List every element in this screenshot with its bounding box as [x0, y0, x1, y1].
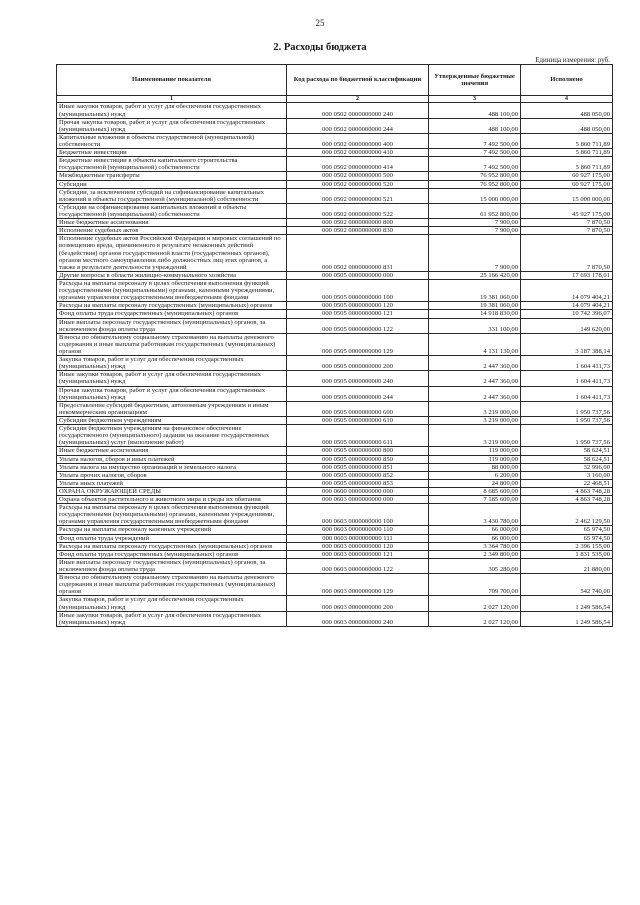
row-approved-cell: 66 000,00: [429, 526, 521, 534]
row-approved-cell: 2 027 120,00: [429, 596, 521, 611]
row-name-cell: Иные закупки товаров, работ и услуг для обеспечения государственных (муниципальных) нужд: [57, 371, 287, 386]
row-approved-cell: 2 349 800,00: [429, 550, 521, 558]
table-row: [57, 219, 613, 227]
table-row: [57, 455, 613, 463]
table-row: [57, 371, 613, 386]
header-indicator-name: Наименование показателя: [57, 65, 287, 96]
row-code-cell: 000 0505 0000000000 100: [287, 279, 429, 301]
table-row: [57, 447, 613, 455]
row-name-cell: Прочая закупка товаров, работ и услуг для обеспечения государственных (муниципальных) нужд: [57, 386, 287, 401]
table-row: [57, 302, 613, 310]
row-approved-cell: 331 100,00: [429, 318, 521, 333]
header-executed: Исполнено: [521, 65, 613, 96]
row-code-cell: 000 0502 0000000000 410: [287, 149, 429, 157]
row-approved-cell: 4 131 130,00: [429, 333, 521, 355]
table-row: [57, 596, 613, 611]
row-approved-cell: 66 000,00: [429, 534, 521, 542]
row-executed-cell: 14 079 404,21: [521, 279, 613, 301]
row-executed-cell: 7 870,50: [521, 219, 613, 227]
row-approved-cell: 88 000,00: [429, 463, 521, 471]
row-name-cell: Взносы по обязательному социальному страхованию на выплаты денежного содержания и иные выплаты работникам государственных (муниципальных) органов: [57, 333, 287, 355]
row-executed-cell: 1 831 535,00: [521, 550, 613, 558]
row-name-cell: Капитальные вложения в объекты государственной (муниципальной) собственности: [57, 133, 287, 148]
row-code-cell: 000 0505 0000000000 610: [287, 416, 429, 424]
row-approved-cell: 14 918 830,00: [429, 310, 521, 318]
row-executed-cell: 4 863 748,28: [521, 496, 613, 504]
row-code-cell: 000 0603 0000000000 120: [287, 542, 429, 550]
row-code-cell: 000 0502 0000000000 521: [287, 188, 429, 203]
row-code-cell: 000 0505 0000000000 244: [287, 386, 429, 401]
table-row: [57, 149, 613, 157]
row-approved-cell: 2 447 360,00: [429, 386, 521, 401]
unit-label: Единица измерения: руб.: [535, 56, 610, 64]
row-name-cell: Фонд оплаты труда государственных (муниципальных) органов: [57, 310, 287, 318]
row-executed-cell: 5 860 711,89: [521, 133, 613, 148]
row-code-cell: 000 0505 0000000000 851: [287, 463, 429, 471]
row-name-cell: Иные выплаты персоналу государственных (муниципальных) органов, за исключением фонда оплаты труда: [57, 558, 287, 573]
row-executed-cell: 1 604 411,73: [521, 386, 613, 401]
row-approved-cell: 305 280,00: [429, 558, 521, 573]
row-name-cell: Фонд оплаты труда учреждений: [57, 534, 287, 542]
row-executed-cell: 1 604 411,73: [521, 356, 613, 371]
row-name-cell: Уплата налога на имущество организаций и земельного налога: [57, 463, 287, 471]
table-row: [57, 534, 613, 542]
row-code-cell: 000 0505 0000000000 800: [287, 447, 429, 455]
row-code-cell: 000 0502 0000000000 240: [287, 103, 429, 118]
row-name-cell: Межбюджетные трансферты: [57, 172, 287, 180]
table-row: [57, 227, 613, 235]
row-executed-cell: 60 927 175,00: [521, 180, 613, 188]
row-approved-cell: 7 492 500,00: [429, 157, 521, 172]
row-approved-cell: 8 685 600,00: [429, 487, 521, 495]
table-row: [57, 172, 613, 180]
row-executed-cell: 149 620,00: [521, 318, 613, 333]
table-row: [57, 526, 613, 534]
row-executed-cell: 1 249 586,54: [521, 611, 613, 626]
table-row: [57, 496, 613, 504]
table-row: [57, 479, 613, 487]
row-executed-cell: 488 050,00: [521, 103, 613, 118]
row-executed-cell: 542 740,00: [521, 574, 613, 596]
row-approved-cell: 3 219 000,00: [429, 401, 521, 416]
row-code-cell: 000 0505 0000000000 122: [287, 318, 429, 333]
table-row: [57, 550, 613, 558]
row-name-cell: Взносы по обязательному социальному страхованию на выплаты денежного содержания и иные выплаты работникам государственных (муниципальных) органов: [57, 574, 287, 596]
table-row: [57, 180, 613, 188]
row-code-cell: 000 0505 0000000000 129: [287, 333, 429, 355]
row-code-cell: 000 0502 0000000000 520: [287, 180, 429, 188]
row-executed-cell: 3 187 388,14: [521, 333, 613, 355]
table-row: [57, 118, 613, 133]
row-name-cell: Расходы на выплаты персоналу в целях обеспечения выполнения функций государственными (муниципальными) органами, казенными учреждениями, органами управления государственными внебюджетными фондами: [57, 504, 287, 526]
table-row: [57, 416, 613, 424]
row-name-cell: Расходы на выплаты персоналу государственных (муниципальных) органов: [57, 302, 287, 310]
row-code-cell: 000 0505 0000000000 852: [287, 471, 429, 479]
row-approved-cell: 2 027 120,00: [429, 611, 521, 626]
row-name-cell: Прочая закупка товаров, работ и услуг для обеспечения государственных (муниципальных) нужд: [57, 118, 287, 133]
row-name-cell: Охрана объектов растительного и животного мира и среды их обитания: [57, 496, 287, 504]
row-executed-cell: 22 468,51: [521, 479, 613, 487]
row-name-cell: Бюджетные инвестиции в объекты капитального строительства государственной (муниципальной) собственности: [57, 157, 287, 172]
row-executed-cell: 7 870,50: [521, 235, 613, 272]
row-executed-cell: 15 000 000,00: [521, 188, 613, 203]
row-executed-cell: 4 863 748,28: [521, 487, 613, 495]
table-row: [57, 611, 613, 626]
table-row: [57, 574, 613, 596]
row-code-cell: 000 0600 0000000000 000: [287, 487, 429, 495]
row-name-cell: Исполнение судебных актов: [57, 227, 287, 235]
row-executed-cell: 60 927 175,00: [521, 172, 613, 180]
row-name-cell: Субсидии, за исключением субсидий на софинансирование капитальных вложений в объекты государственной (муниципальной) собственности: [57, 188, 287, 203]
row-name-cell: Уплата иных платежей: [57, 479, 287, 487]
header-approved: Утвержденные бюджетные значения: [429, 65, 521, 96]
row-name-cell: Закупка товаров, работ и услуг для обеспечения государственных (муниципальных) нужд: [57, 356, 287, 371]
row-approved-cell: 2 447 360,00: [429, 356, 521, 371]
row-executed-cell: 32 996,00: [521, 463, 613, 471]
row-code-cell: 000 0505 0000000000 120: [287, 302, 429, 310]
row-name-cell: Субсидии на софинансирование капитальных вложений в объекты государственной (муниципальной) собственности: [57, 203, 287, 218]
row-executed-cell: 1 950 737,56: [521, 416, 613, 424]
table-row: [57, 386, 613, 401]
row-approved-cell: 488 100,00: [429, 103, 521, 118]
header-classification-code: Код расхода по бюджетной классификации: [287, 65, 429, 96]
row-executed-cell: 3 160,00: [521, 471, 613, 479]
row-approved-cell: 7 900,00: [429, 219, 521, 227]
row-executed-cell: 45 927 175,00: [521, 203, 613, 218]
row-name-cell: Другие вопросы в области жилищно-коммунального хозяйства: [57, 271, 287, 279]
table-row: [57, 558, 613, 573]
table-row: [57, 463, 613, 471]
row-executed-cell: 1 950 737,56: [521, 401, 613, 416]
table-row: [57, 356, 613, 371]
row-approved-cell: 76 952 800,00: [429, 172, 521, 180]
row-code-cell: 000 0505 0000000000 240: [287, 371, 429, 386]
row-approved-cell: 76 952 800,00: [429, 180, 521, 188]
row-approved-cell: 488 100,00: [429, 118, 521, 133]
column-number-row: [57, 96, 613, 103]
table-row: [57, 542, 613, 550]
row-name-cell: Закупка товаров, работ и услуг для обеспечения государственных (муниципальных) нужд: [57, 596, 287, 611]
row-name-cell: Расходы на выплаты персоналу в целях обеспечения выполнения функций государственными (муниципальными) органами, казенными учреждениями, органами управления государственными внебюджетными фондами: [57, 279, 287, 301]
row-code-cell: 000 0603 0000000000 240: [287, 611, 429, 626]
row-approved-cell: 61 952 800,00: [429, 203, 521, 218]
row-approved-cell: 7 492 500,00: [429, 149, 521, 157]
row-code-cell: 000 0603 0000000000 111: [287, 534, 429, 542]
table-row: [57, 271, 613, 279]
row-executed-cell: 2 396 155,00: [521, 542, 613, 550]
row-approved-cell: 19 381 060,00: [429, 279, 521, 301]
row-name-cell: Иные бюджетные ассигнования: [57, 219, 287, 227]
row-name-cell: Субсидии бюджетным учреждениям на финансовое обеспечение государственного (муниципального) задания на оказание государственных (муниципальных) услуг (выполнение работ): [57, 425, 287, 447]
row-name-cell: Расходы на выплаты персоналу казенных учреждений: [57, 526, 287, 534]
row-name-cell: Расходы на выплаты персоналу государственных (муниципальных) органов: [57, 542, 287, 550]
row-approved-cell: 3 364 780,00: [429, 542, 521, 550]
row-approved-cell: 3 219 000,00: [429, 416, 521, 424]
header-row: [57, 65, 613, 96]
row-code-cell: 000 0603 0000000000 129: [287, 574, 429, 596]
row-approved-cell: 7 900,00: [429, 227, 521, 235]
column-number: 4: [521, 96, 613, 103]
table-row: [57, 279, 613, 301]
row-code-cell: 000 0502 0000000000 244: [287, 118, 429, 133]
row-name-cell: Фонд оплаты труда государственных (муниципальных) органов: [57, 550, 287, 558]
column-number: 1: [57, 96, 287, 103]
row-code-cell: 000 0505 0000000000 200: [287, 356, 429, 371]
row-executed-cell: 1 950 737,56: [521, 425, 613, 447]
row-name-cell: Бюджетные инвестиции: [57, 149, 287, 157]
row-code-cell: 000 0502 0000000000 522: [287, 203, 429, 218]
row-code-cell: 000 0502 0000000000 800: [287, 219, 429, 227]
column-number: 2: [287, 96, 429, 103]
row-executed-cell: 58 624,51: [521, 455, 613, 463]
table-row: [57, 487, 613, 495]
row-name-cell: Уплата прочих налогов, сборов: [57, 471, 287, 479]
row-executed-cell: 1 604 411,73: [521, 371, 613, 386]
row-executed-cell: 2 462 129,50: [521, 504, 613, 526]
row-code-cell: 000 0502 0000000000 500: [287, 172, 429, 180]
row-executed-cell: 7 870,50: [521, 227, 613, 235]
row-approved-cell: 7 900,00: [429, 235, 521, 272]
row-name-cell: Иные закупки товаров, работ и услуг для обеспечения государственных (муниципальных) нужд: [57, 103, 287, 118]
row-approved-cell: 3 219 000,00: [429, 425, 521, 447]
page-number: 25: [315, 18, 325, 28]
row-name-cell: Иные бюджетные ассигнования: [57, 447, 287, 455]
row-name-cell: Субсидии: [57, 180, 287, 188]
table-row: [57, 188, 613, 203]
row-executed-cell: 1 249 586,54: [521, 596, 613, 611]
row-name-cell: Уплата налогов, сборов и иных платежей: [57, 455, 287, 463]
row-code-cell: 000 0502 0000000000 831: [287, 235, 429, 272]
row-code-cell: 000 0502 0000000000 414: [287, 157, 429, 172]
row-name-cell: Исполнение судебных актов Российской Федерации и мировых соглашений по возмещению вреда, причиненного в результате незаконных действий (бездействия) органов государственной власти (государственных органов), органов местного самоуправления либо должностных лиц этих органов, а также в результате деятельности учреждений: [57, 235, 287, 272]
table-row: [57, 103, 613, 118]
table-row: [57, 203, 613, 218]
row-approved-cell: 119 000,00: [429, 455, 521, 463]
row-executed-cell: 5 860 711,89: [521, 149, 613, 157]
table-row: [57, 318, 613, 333]
row-approved-cell: 19 381 060,00: [429, 302, 521, 310]
row-approved-cell: 3 430 780,00: [429, 504, 521, 526]
table-row: [57, 425, 613, 447]
row-approved-cell: 25 166 420,00: [429, 271, 521, 279]
row-name-cell: Иные выплаты персоналу государственных (муниципальных) органов, за исключением фонда оплаты труда: [57, 318, 287, 333]
row-code-cell: 000 0505 0000000000 000: [287, 271, 429, 279]
table-row: [57, 157, 613, 172]
expenditure-table: [56, 64, 613, 627]
row-approved-cell: 119 000,00: [429, 447, 521, 455]
row-code-cell: 000 0603 0000000000 110: [287, 526, 429, 534]
row-name-cell: ОХРАНА ОКРУЖАЮЩЕЙ СРЕДЫ: [57, 487, 287, 495]
row-executed-cell: 58 624,51: [521, 447, 613, 455]
row-code-cell: 000 0505 0000000000 853: [287, 479, 429, 487]
row-executed-cell: 488 050,00: [521, 118, 613, 133]
row-code-cell: 000 0502 0000000000 400: [287, 133, 429, 148]
row-code-cell: 000 0502 0000000000 830: [287, 227, 429, 235]
row-code-cell: 000 0603 0000000000 000: [287, 496, 429, 504]
row-code-cell: 000 0603 0000000000 121: [287, 550, 429, 558]
row-code-cell: 000 0505 0000000000 611: [287, 425, 429, 447]
table-row: [57, 235, 613, 272]
row-name-cell: Предоставление субсидий бюджетным, автономным учреждениям и иным некоммерческим организациям: [57, 401, 287, 416]
row-approved-cell: 24 800,00: [429, 479, 521, 487]
table-row: [57, 333, 613, 355]
row-approved-cell: 7 185 600,00: [429, 496, 521, 504]
section-title: 2. Расходы бюджета: [273, 42, 367, 53]
row-code-cell: 000 0505 0000000000 121: [287, 310, 429, 318]
row-code-cell: 000 0505 0000000000 850: [287, 455, 429, 463]
row-executed-cell: 21 880,00: [521, 558, 613, 573]
column-number: 3: [429, 96, 521, 103]
table-row: [57, 504, 613, 526]
row-name-cell: Иные закупки товаров, работ и услуг для обеспечения государственных (муниципальных) нужд: [57, 611, 287, 626]
table-row: [57, 401, 613, 416]
row-code-cell: 000 0603 0000000000 200: [287, 596, 429, 611]
row-approved-cell: 2 447 360,00: [429, 371, 521, 386]
table-row: [57, 310, 613, 318]
row-approved-cell: 709 700,00: [429, 574, 521, 596]
row-executed-cell: 65 974,50: [521, 534, 613, 542]
row-executed-cell: 65 974,50: [521, 526, 613, 534]
row-approved-cell: 15 000 000,00: [429, 188, 521, 203]
row-executed-cell: 14 079 404,21: [521, 302, 613, 310]
table-row: [57, 471, 613, 479]
row-name-cell: Субсидии бюджетным учреждениям: [57, 416, 287, 424]
row-approved-cell: 6 200,00: [429, 471, 521, 479]
row-code-cell: 000 0603 0000000000 100: [287, 504, 429, 526]
row-executed-cell: 10 742 396,07: [521, 310, 613, 318]
table-row: [57, 133, 613, 148]
row-code-cell: 000 0505 0000000000 600: [287, 401, 429, 416]
row-code-cell: 000 0603 0000000000 122: [287, 558, 429, 573]
row-executed-cell: 5 860 711,89: [521, 157, 613, 172]
row-approved-cell: 7 492 500,00: [429, 133, 521, 148]
row-executed-cell: 17 693 178,01: [521, 271, 613, 279]
